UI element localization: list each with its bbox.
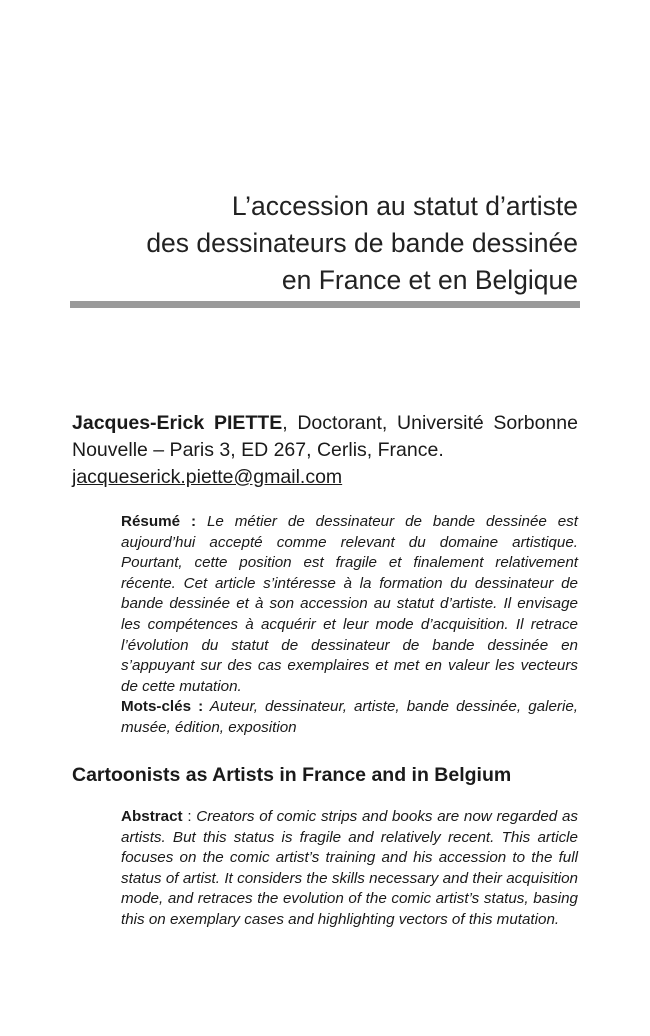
abstract-text: Creators of comic strips and books are now regarded as artists. But this status is fragile and relatively recent. This article focuses on the comic artist’s training and his accession to the full status of artist. It considers the skills necessary and their acquisition mode, and retraces the evolution of the comic artist’s status, basing this on exemplary cases and highlighting vectors of this mutation.	[121, 808, 578, 928]
title-line-2: des dessinateurs de bande dessinée	[146, 228, 578, 258]
english-title-heading: Cartoonists as Artists in France and in Belgium	[72, 764, 512, 786]
resume-paragraph	[121, 512, 578, 697]
article-title	[58, 188, 578, 299]
author-name: Jacques-Erick PIETTE	[72, 412, 283, 434]
title-line-1: L’accession au statut d’artiste	[231, 191, 578, 221]
english-abstract	[121, 807, 578, 931]
author-info	[72, 410, 578, 491]
resume-text: Le métier de dessinateur de bande dessinée est aujourd’hui accepté comme relevant du domaine artistique. Pourtant, cette position est fragile et finalement relativement récente. Cet article s’intéresse à la formation du dessinateur de bande dessinée et à son accession au statut d’artiste. Il envisage les compétences à acquérir et leur mode d’acquisition. Il retrace l’évolution du statut de dessinateur de bande dessinée en s’appuyant sur des cas exemplaires et met en valeur les vecteurs de cette mutation.	[121, 513, 578, 695]
author-affiliation: , Doctorant, Université Sorbonne Nouvelle – Paris 3, ED 267, Cerlis, France.	[72, 412, 578, 461]
keywords-paragraph	[121, 697, 578, 738]
title-line-3: en France et en Belgique	[281, 265, 578, 295]
keywords-text: Auteur, dessinateur, artiste, bande dessinée, galerie, musée, édition, exposition	[121, 698, 579, 736]
abstract-separator: :	[182, 808, 197, 825]
french-abstract	[121, 512, 578, 739]
abstract-paragraph	[121, 807, 578, 931]
author-email-link[interactable]: jacqueserick.piette@gmail.com	[72, 466, 343, 488]
resume-label: Résumé :	[121, 513, 197, 530]
keywords-label: Mots-clés :	[121, 698, 204, 716]
abstract-label: Abstract	[121, 808, 183, 825]
title-divider	[70, 301, 580, 308]
